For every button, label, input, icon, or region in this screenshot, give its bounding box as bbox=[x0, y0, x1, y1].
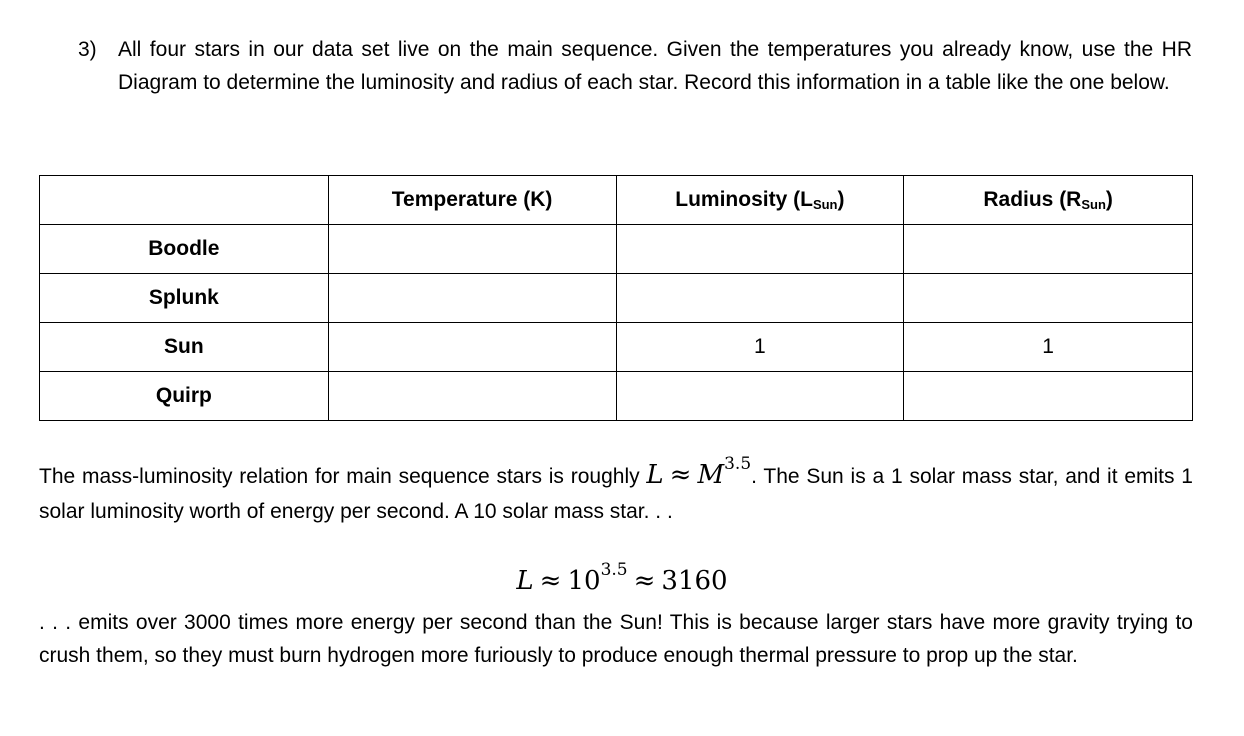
equation-base: 10 bbox=[567, 566, 601, 596]
header-luminosity bbox=[616, 176, 904, 225]
header-radius bbox=[904, 176, 1193, 225]
quirp-temperature-cell bbox=[328, 372, 616, 421]
sun-luminosity-cell: 1 bbox=[616, 323, 904, 372]
row-label-sun: Sun bbox=[40, 323, 329, 372]
boodle-luminosity-cell bbox=[616, 225, 904, 274]
energy-explanation-paragraph: . . . emits over 3000 times more energy per second than the Sun! This is because larger stars have more gravity trying to crush them, so they must burn hydrogen more furiously to produce enough thermal pressure to prop up the star. bbox=[39, 611, 1193, 667]
quirp-radius-cell bbox=[904, 372, 1193, 421]
header-temperature: Temperature (K) bbox=[328, 176, 616, 225]
mass-luminosity-paragraph bbox=[39, 454, 1193, 528]
splunk-radius-cell bbox=[904, 274, 1193, 323]
splunk-luminosity-cell bbox=[616, 274, 904, 323]
header-radius-label: Radius (R bbox=[983, 188, 1082, 211]
header-luminosity-label: Luminosity (L bbox=[675, 188, 813, 211]
question-text: All four stars in our data set live on the main sequence. Given the temperatures you already know, use the HR Diagram to determine the luminosity and radius of each star. Record this information in a table like the one below. bbox=[118, 38, 1192, 94]
inline-formula bbox=[646, 454, 752, 490]
table-row-splunk bbox=[40, 274, 1193, 323]
splunk-temperature-cell bbox=[328, 274, 616, 323]
table-row-boodle bbox=[40, 225, 1193, 274]
header-radius-close: ) bbox=[1105, 188, 1113, 211]
row-label-quirp: Quirp bbox=[40, 372, 329, 421]
formula-lhs: L bbox=[646, 460, 664, 490]
header-luminosity-subscript: Sun bbox=[812, 197, 838, 212]
header-radius-subscript: Sun bbox=[1081, 197, 1106, 212]
formula-rhs: M bbox=[697, 460, 725, 490]
table-row-sun bbox=[40, 323, 1193, 372]
table-header-row bbox=[40, 176, 1193, 225]
formula-approx: ≈ bbox=[669, 460, 692, 490]
question-number: 3) bbox=[78, 38, 97, 61]
display-equation bbox=[0, 561, 1244, 604]
equation-result: 3160 bbox=[661, 566, 728, 596]
row-label-boodle: Boodle bbox=[40, 225, 329, 274]
star-data-table bbox=[39, 175, 1193, 421]
header-blank-cell bbox=[40, 176, 329, 225]
question-3 bbox=[78, 33, 1192, 99]
formula-exponent: 3.5 bbox=[724, 454, 752, 474]
paragraph1-outro: . The Sun is a 1 solar mass star, and it emits 1 solar luminosity worth of energy per second. A 10 solar mass star. . . bbox=[39, 465, 1193, 523]
table-row-quirp bbox=[40, 372, 1193, 421]
header-luminosity-close: ) bbox=[837, 188, 845, 211]
paragraph1-intro: The mass-luminosity relation for main sequence stars is roughly bbox=[39, 465, 647, 488]
quirp-luminosity-cell bbox=[616, 372, 904, 421]
row-label-splunk: Splunk bbox=[40, 274, 329, 323]
equation-approx-2: ≈ bbox=[633, 566, 656, 596]
equation-lhs: L bbox=[516, 566, 534, 596]
boodle-radius-cell bbox=[904, 225, 1193, 274]
equation-approx-1: ≈ bbox=[539, 566, 562, 596]
boodle-temperature-cell bbox=[328, 225, 616, 274]
equation-exponent: 3.5 bbox=[600, 560, 628, 580]
sun-radius-cell: 1 bbox=[904, 323, 1193, 372]
sun-temperature-cell bbox=[328, 323, 616, 372]
